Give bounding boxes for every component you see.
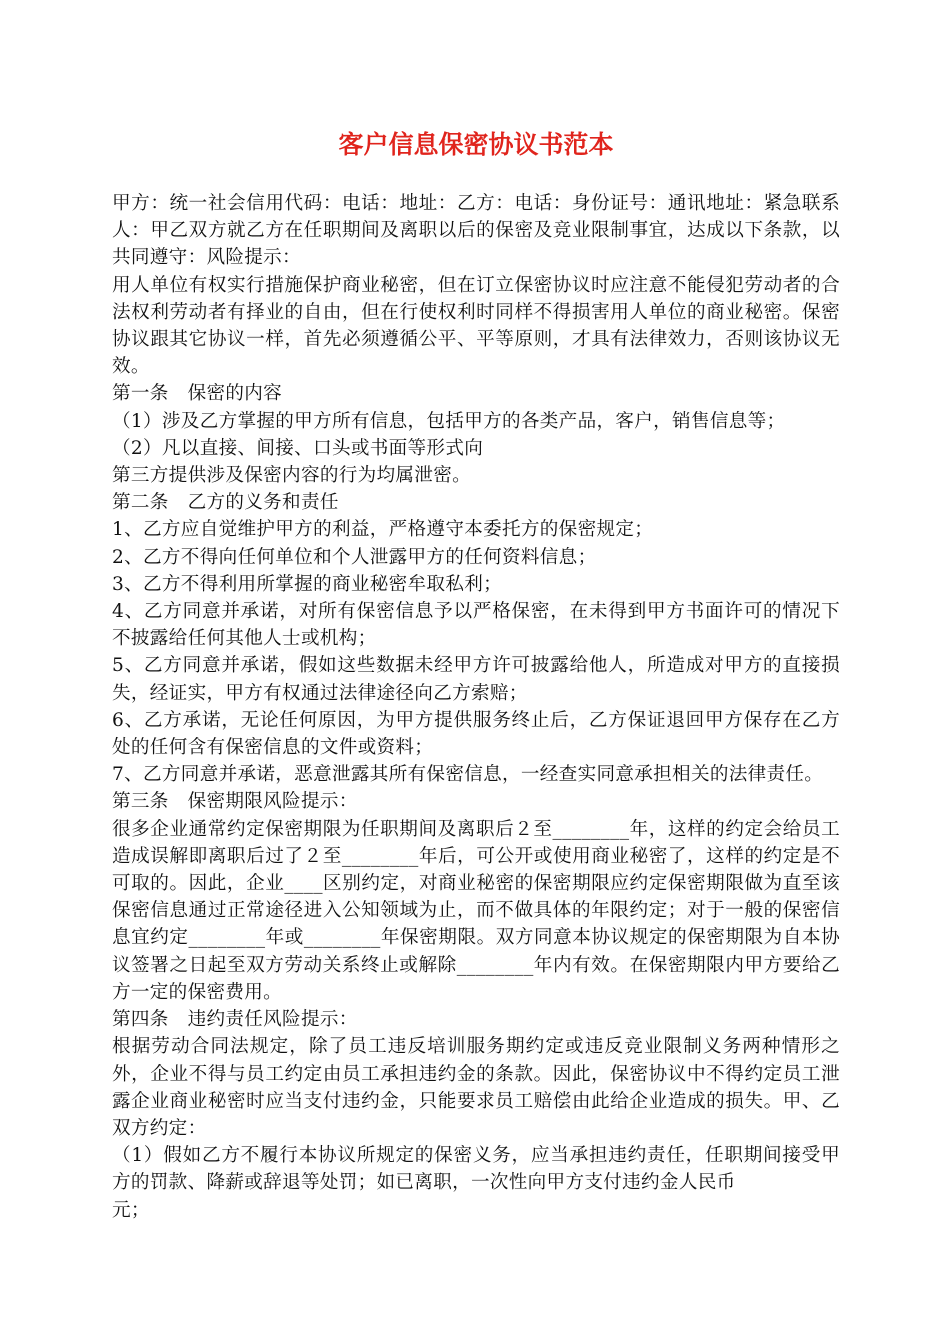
article-3-paragraph: 很多企业通常约定保密期限为任职期间及离职后２至________年，这样的约定会给员工造成误解即离职后过了２至________年后，可公开或使用商业秘密了，这样的约定是不可取的。因此，企业____区别约定，对商业秘密的保密期限应约定保密期限做为直至该保密信息通过正常途径进入公知领域为止，而不做具体的年限约定；对于一般的保密信息宜约定________年或________年保密期限。双方同意本协议规定的保密期限为自本协议签署之日起至双方劳动关系终止或解除________年内有效。在保密期限内甲方要给乙方一定的保密费用。 — [112, 818, 840, 1003]
article-4-item-1-continued: 元； — [112, 1199, 150, 1221]
article-2-item-1: 1、乙方应自觉维护甲方的利益，严格遵守本委托方的保密规定； — [112, 519, 654, 541]
article-1-item-2: （2）凡以直接、间接、口头或书面等形式向 — [112, 437, 484, 459]
article-3-heading: 第三条 保密期限风险提示： — [112, 791, 358, 813]
risk-note-paragraph: 用人单位有权实行措施保护商业秘密，但在订立保密协议时应注意不能侵犯劳动者的合法权利劳动者有择业的自由，但在行使权利时同样不得损害用人单位的商业秘密。保密协议跟其它协议一样，首先必须遵循公平、平等原则，才具有法律效力，否则该协议无效。 — [112, 274, 840, 378]
article-1-heading: 第一条 保密的内容 — [112, 383, 283, 405]
article-2-item-5: 5、乙方同意并承诺，假如这些数据未经甲方许可披露给他人，所造成对甲方的直接损失，经证实，甲方有权通过法律途径向乙方索赔； — [112, 655, 840, 704]
article-2-item-4: 4、乙方同意并承诺，对所有保密信息予以严格保密，在未得到甲方书面许可的情况下不披露给任何其他人士或机构； — [112, 601, 840, 650]
article-2-heading: 第二条 乙方的义务和责任 — [112, 492, 339, 514]
parties-paragraph: 甲方：统一社会信用代码：电话：地址：乙方：电话：身份证号：通讯地址：紧急联系人：甲乙双方就乙方在任职期间及离职以后的保密及竞业限制事宜，达成以下条款，以共同遵守：风险提示： — [112, 193, 840, 269]
article-2-item-3: 3、乙方不得利用所掌握的商业秘密牟取私利； — [112, 573, 503, 595]
article-2-item-6: 6、乙方承诺，无论任何原因，为甲方提供服务终止后，乙方保证退回甲方保存在乙方处的任何含有保密信息的文件或资料； — [112, 709, 840, 759]
document-title: 客户信息保密协议书范本 — [338, 130, 614, 159]
article-2-item-7: 7、乙方同意并承诺，恶意泄露其所有保密信息，一经查实同意承担相关的法律责任。 — [112, 764, 824, 786]
article-4-paragraph: 根据劳动合同法规定，除了员工违反培训服务期约定或违反竞业限制义务两种情形之外，企业不得与员工约定由员工承担违约金的条款。因此，保密协议中不得约定员工泄露企业商业秘密时应当支付违约金，只能要求员工赔偿由此给企业造成的损失。甲、乙双方约定： — [112, 1036, 840, 1139]
article-2-item-2: 2、乙方不得向任何单位和个人泄露甲方的任何资料信息； — [112, 546, 597, 568]
document-body — [112, 190, 840, 1224]
article-1-item-2-continued: 第三方提供涉及保密内容的行为均属泄密。 — [112, 465, 471, 487]
article-4-item-1: （1）假如乙方不履行本协议所规定的保密义务，应当承担违约责任，任职期间接受甲方的罚款、降薪或辞退等处罚；如已离职，一次性向甲方支付违约金人民币 — [112, 1145, 840, 1194]
article-1-item-1: （1）涉及乙方掌握的甲方所有信息，包括甲方的各类产品，客户，销售信息等； — [112, 410, 786, 432]
article-4-heading: 第四条 违约责任风险提示： — [112, 1009, 358, 1031]
